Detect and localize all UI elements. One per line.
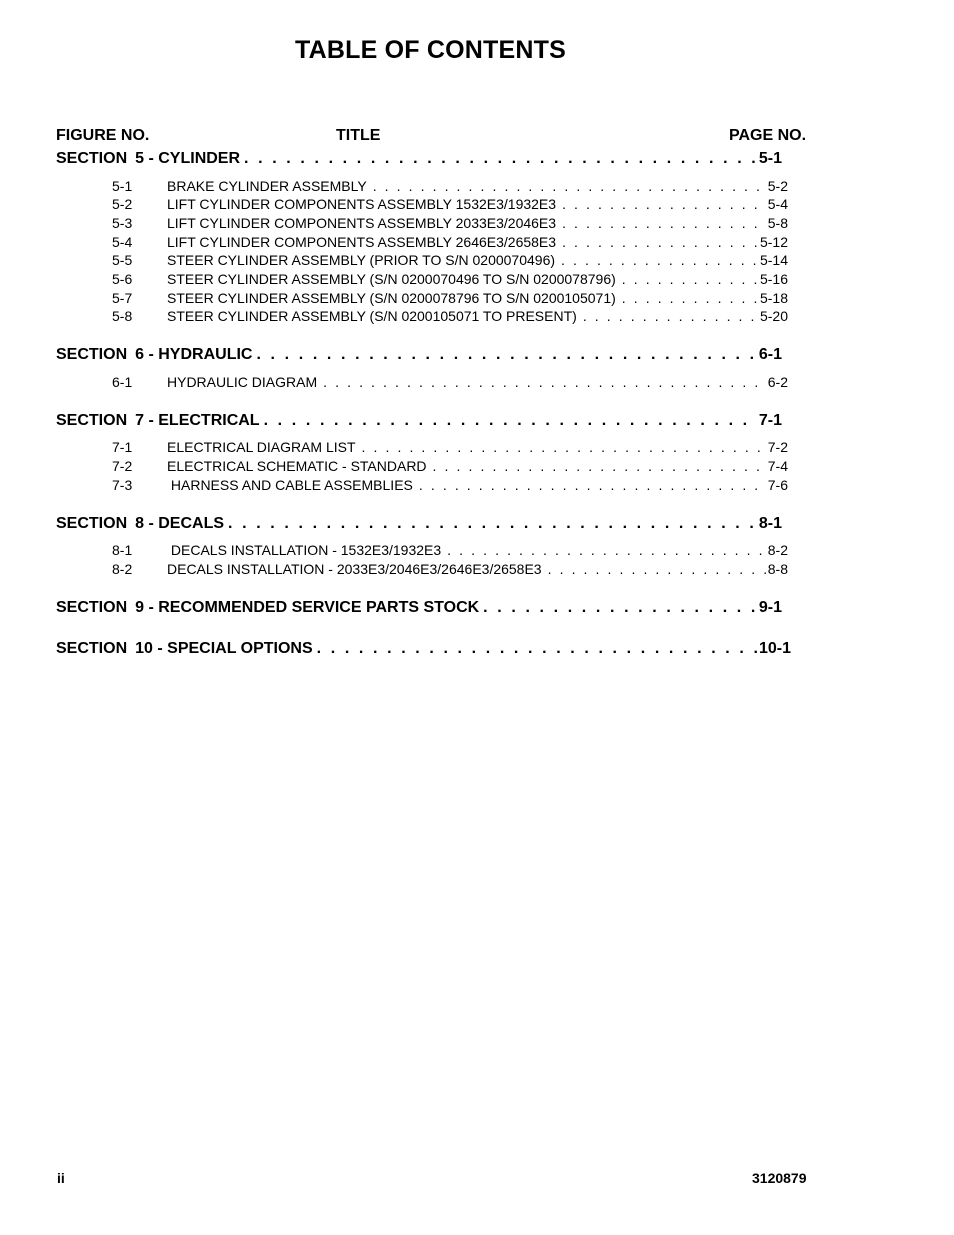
figure-title: STEER CYLINDER ASSEMBLY (S/N 0200078796 TO S/N 0200105071): [167, 290, 616, 306]
dot-leader: [244, 150, 757, 168]
figure-page: 5-8: [767, 215, 788, 231]
figure-page: 7-6: [767, 477, 788, 493]
figure-title: DECALS INSTALLATION - 1532E3/1932E3: [167, 542, 442, 558]
figure-title: DECALS INSTALLATION - 2033E3/2046E3/2646E3/2658E3: [167, 561, 542, 577]
toc-figure-5-4[interactable]: [112, 234, 788, 253]
footer-page-number: ii: [57, 1170, 65, 1186]
dot-leader: [362, 439, 767, 455]
section-page: 5-1: [758, 150, 782, 167]
toc-section-8[interactable]: [56, 515, 782, 537]
dot-leader: [317, 640, 757, 658]
column-header-page-no: PAGE NO.: [729, 127, 807, 144]
section-label: SECTION: [56, 599, 128, 616]
figure-title: LIFT CYLINDER COMPONENTS ASSEMBLY 2033E3/2046E3: [167, 215, 557, 231]
toc-figure-8-1[interactable]: [112, 542, 788, 561]
toc-figure-5-8[interactable]: [112, 308, 788, 327]
figure-number: 7-2: [112, 458, 133, 474]
dot-leader: [323, 374, 767, 390]
dot-leader: [483, 599, 757, 617]
figure-page: 5-18: [759, 290, 788, 306]
figure-page: 5-12: [759, 234, 788, 250]
toc-figure-7-1[interactable]: [112, 439, 788, 458]
figure-title: STEER CYLINDER ASSEMBLY (PRIOR TO S/N 0200070496): [167, 252, 556, 268]
toc-figure-5-2[interactable]: [112, 196, 788, 215]
figure-number: 6-1: [112, 374, 133, 390]
section-title: 6 - HYDRAULIC: [135, 346, 253, 363]
section-label: SECTION: [56, 346, 128, 363]
dot-leader: [622, 271, 759, 287]
figure-page: 6-2: [767, 374, 788, 390]
section-title: 9 - RECOMMENDED SERVICE PARTS STOCK: [135, 599, 480, 616]
toc-section-7[interactable]: [56, 412, 782, 434]
toc-figure-7-3[interactable]: [112, 477, 788, 496]
toc-figure-8-2[interactable]: [112, 561, 788, 580]
dot-leader: [562, 234, 759, 250]
section-title: 5 - CYLINDER: [135, 150, 241, 167]
figure-page: 7-4: [767, 458, 788, 474]
section-page: 8-1: [758, 515, 782, 532]
figure-number: 5-2: [112, 196, 133, 212]
figure-number: 7-3: [112, 477, 133, 493]
figure-title: HARNESS AND CABLE ASSEMBLIES: [167, 477, 413, 493]
section-page: 7-1: [758, 412, 782, 429]
dot-leader: [228, 515, 757, 533]
section-label: SECTION: [56, 515, 128, 532]
dot-leader: [561, 252, 759, 268]
toc-figure-6-1[interactable]: [112, 374, 788, 393]
figure-number: 5-6: [112, 271, 133, 287]
figure-page: 5-16: [759, 271, 788, 287]
dot-leader: [562, 215, 767, 231]
section-page: 6-1: [758, 346, 782, 363]
figure-number: 8-2: [112, 561, 133, 577]
dot-leader: [264, 412, 757, 430]
dot-leader: [433, 458, 767, 474]
figure-number: 5-3: [112, 215, 133, 231]
figure-title: HYDRAULIC DIAGRAM: [167, 374, 318, 390]
toc-figure-5-1[interactable]: [112, 178, 788, 197]
figure-number: 5-5: [112, 252, 133, 268]
section-title: 7 - ELECTRICAL: [135, 412, 260, 429]
figure-number: 7-1: [112, 439, 133, 455]
dot-leader: [562, 196, 767, 212]
toc-section-10[interactable]: [56, 640, 791, 662]
figure-title: LIFT CYLINDER COMPONENTS ASSEMBLY 2646E3/2658E3: [167, 234, 557, 250]
figure-number: 5-7: [112, 290, 133, 306]
figure-number: 8-1: [112, 542, 133, 558]
figure-page: 8-8: [767, 561, 788, 577]
section-page: 9-1: [758, 599, 782, 616]
figure-title: STEER CYLINDER ASSEMBLY (S/N 0200105071 TO PRESENT): [167, 308, 577, 324]
figure-page: 8-2: [767, 542, 788, 558]
figure-number: 5-1: [112, 178, 133, 194]
dot-leader: [583, 308, 759, 324]
footer-document-number: 3120879: [752, 1170, 807, 1186]
toc-figure-5-5[interactable]: [112, 252, 788, 271]
figure-title: STEER CYLINDER ASSEMBLY (S/N 0200070496 TO S/N 0200078796): [167, 271, 616, 287]
section-label: SECTION: [56, 412, 128, 429]
figure-page: 7-2: [767, 439, 788, 455]
dot-leader: [548, 561, 767, 577]
toc-figure-5-3[interactable]: [112, 215, 788, 234]
dot-leader: [373, 178, 767, 194]
section-label: SECTION: [56, 640, 128, 657]
section-title: 8 - DECALS: [135, 515, 225, 532]
dot-leader: [622, 290, 759, 306]
figure-page: 5-4: [767, 196, 788, 212]
dot-leader: [447, 542, 767, 558]
figure-title: ELECTRICAL DIAGRAM LIST: [167, 439, 356, 455]
dot-leader: [256, 346, 756, 364]
column-header-figure-no: FIGURE NO.: [56, 127, 150, 144]
section-page: 10-1: [758, 640, 791, 657]
figure-page: 5-20: [759, 308, 788, 324]
page-title: TABLE OF CONTENTS: [295, 36, 566, 64]
section-label: SECTION: [56, 150, 128, 167]
figure-number: 5-8: [112, 308, 133, 324]
column-header-title: TITLE: [336, 127, 381, 144]
toc-figure-5-6[interactable]: [112, 271, 788, 290]
toc-section-5[interactable]: [56, 150, 782, 172]
figure-title: ELECTRICAL SCHEMATIC - STANDARD: [167, 458, 427, 474]
figure-title: BRAKE CYLINDER ASSEMBLY: [167, 178, 367, 194]
section-title: 10 - SPECIAL OPTIONS: [135, 640, 313, 657]
figure-page: 5-2: [767, 178, 788, 194]
figure-title: LIFT CYLINDER COMPONENTS ASSEMBLY 1532E3/1932E3: [167, 196, 557, 212]
toc-figure-5-7[interactable]: [112, 290, 788, 309]
dot-leader: [419, 477, 767, 493]
figure-number: 5-4: [112, 234, 133, 250]
figure-page: 5-14: [759, 252, 788, 268]
toc-section-6[interactable]: [56, 346, 782, 368]
toc-section-9[interactable]: [56, 599, 782, 621]
toc-figure-7-2[interactable]: [112, 458, 788, 477]
